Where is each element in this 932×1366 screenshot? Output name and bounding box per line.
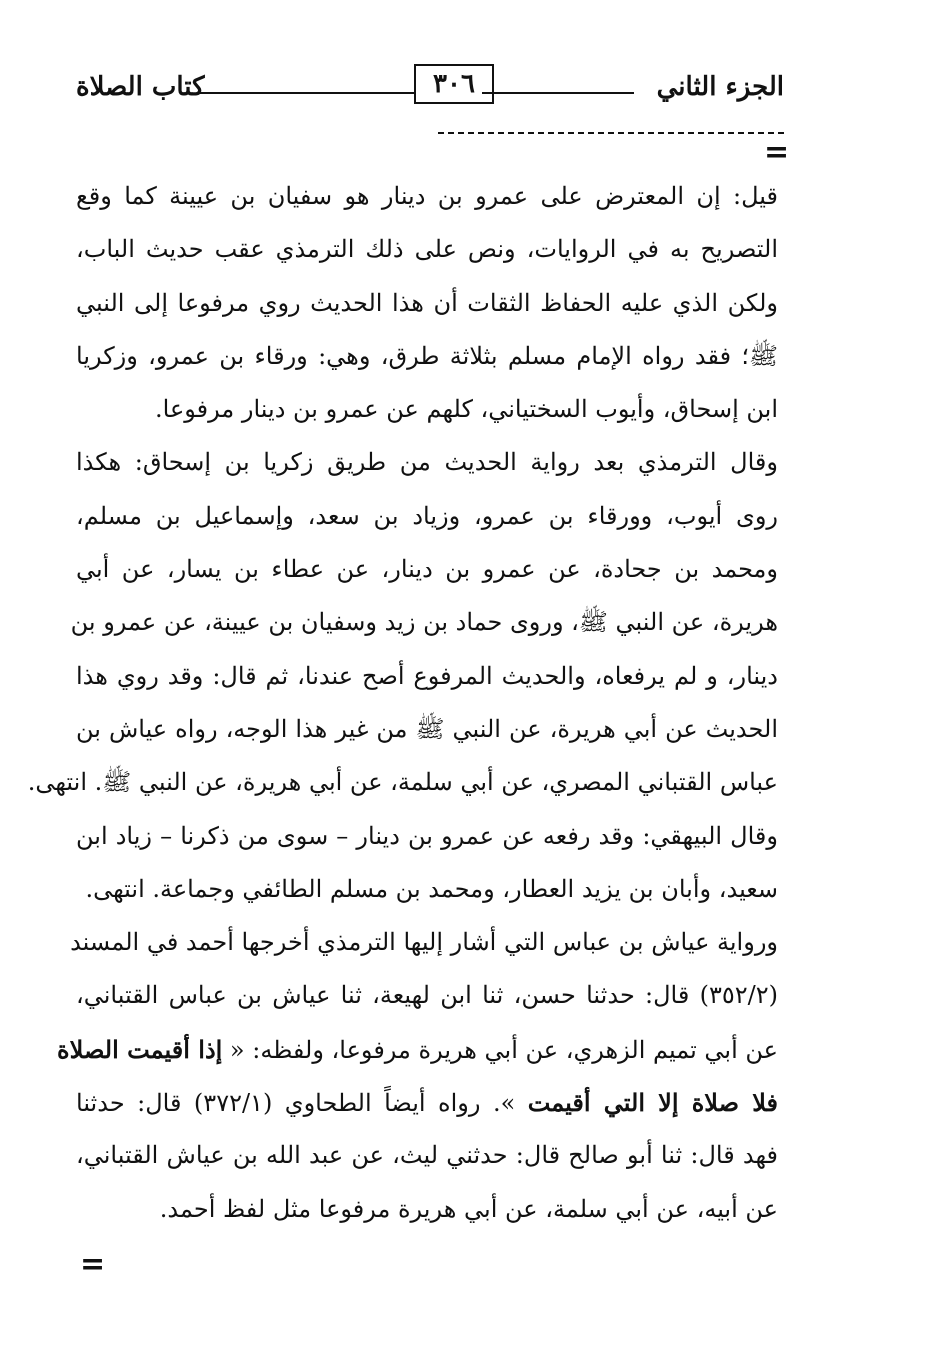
text-line: هريرة، عن النبي ﷺ، وروى حماد بن زيد وسفيان بن عيينة، عن عمرو بن	[70, 608, 778, 637]
text-line: قيل: إن المعترض على عمرو بن دينار هو سفيان بن عيينة كما وقع	[76, 182, 778, 210]
text-line: (٣٥٢/٢) قال: حدثنا حسن، ثنا ابن لهيعة، ثنا عياش بن عباس القتباني،	[76, 981, 778, 1010]
text-line: ﷺ؛ فقد رواه الإمام مسلم بثلاثة طرق، وهي: ورقاء بن عمرو، وزكريا	[76, 341, 778, 370]
text-line	[57, 1023, 778, 1076]
quoted-hadith-text: إذا أقيمت الصلاة	[57, 1034, 223, 1064]
volume-title: الجزء الثاني	[656, 72, 784, 102]
text-line: ومحمد بن جحادة، عن عمرو بن دينار، عن عطاء بن يسار، عن أبي	[76, 555, 778, 584]
text-segment: عن أبي تميم الزهري، عن أبي هريرة مرفوعا، ولفظه: «	[222, 1035, 778, 1064]
text-segment: ». رواه أيضاً الطحاوي (٣٧٢/١) قال: حدثنا	[76, 1089, 528, 1118]
page-header	[76, 58, 784, 128]
page-number: ٣٠٦	[433, 69, 475, 99]
text-line: ورواية عياش بن عباس التي أشار إليها الترمذي أخرجها أحمد في المسند	[70, 928, 778, 957]
text-line: روى أيوب، وورقاء بن عمرو، وزياد بن سعد، وإسماعيل بن مسلم،	[76, 501, 778, 530]
text-line: عن أبيه، عن أبي سلمة، عن أبي هريرة مرفوعا مثل لفظ أحمد.	[159, 1194, 778, 1223]
text-line: سعيد، وأبان بن يزيد العطار، ومحمد بن مسلم الطائفي وجماعة. انتهى.	[85, 874, 778, 903]
top-separator-mark: =	[764, 135, 790, 170]
text-line: الحديث عن أبي هريرة، عن النبي ﷺ من غير هذا الوجه، رواه عياش بن	[76, 714, 778, 743]
quoted-hadith-text: فلا صلاة إلا التي أقيمت	[527, 1088, 778, 1118]
text-line: وقال الترمذي بعد رواية الحديث من طريق زكريا بن إسحاق: هكذا	[76, 448, 778, 477]
text-line: التصريح به في الروايات، ونص على ذلك الترمذي عقب حديث الباب،	[76, 235, 778, 264]
text-line	[76, 1076, 778, 1129]
text-line: وقال البيهقي: وقد رفعه عن عمرو بن دينار – سوى من ذكرنا – زياد ابن	[76, 821, 778, 850]
header-rule-right	[482, 92, 634, 94]
chapter-title: كتاب الصلاة	[76, 72, 205, 102]
text-line: ابن إسحاق، وأيوب السختياني، كلهم عن عمرو بن دينار مرفوعا.	[155, 395, 778, 424]
header-rule-left	[198, 92, 416, 94]
text-line: ولكن الذي عليه الحفاظ الثقات أن هذا الحديث روي مرفوعا إلى النبي	[76, 288, 778, 317]
text-line: دينار، و لم يرفعاه، والحديث المرفوع أصح عندنا، ثم قال: وقد روي هذا	[76, 661, 778, 690]
dashed-separator	[438, 132, 784, 134]
text-line: عباس القتباني المصري، عن أبي سلمة، عن أبي هريرة، عن النبي ﷺ. انتهى.	[27, 768, 778, 797]
page-number-box	[414, 64, 494, 104]
text-line: فهد قال: ثنا أبو صالح قال: حدثني ليث، عن عبد الله بن عياش القتباني،	[76, 1141, 778, 1170]
bottom-separator-mark: =	[80, 1247, 106, 1282]
body-text	[27, 170, 778, 1236]
